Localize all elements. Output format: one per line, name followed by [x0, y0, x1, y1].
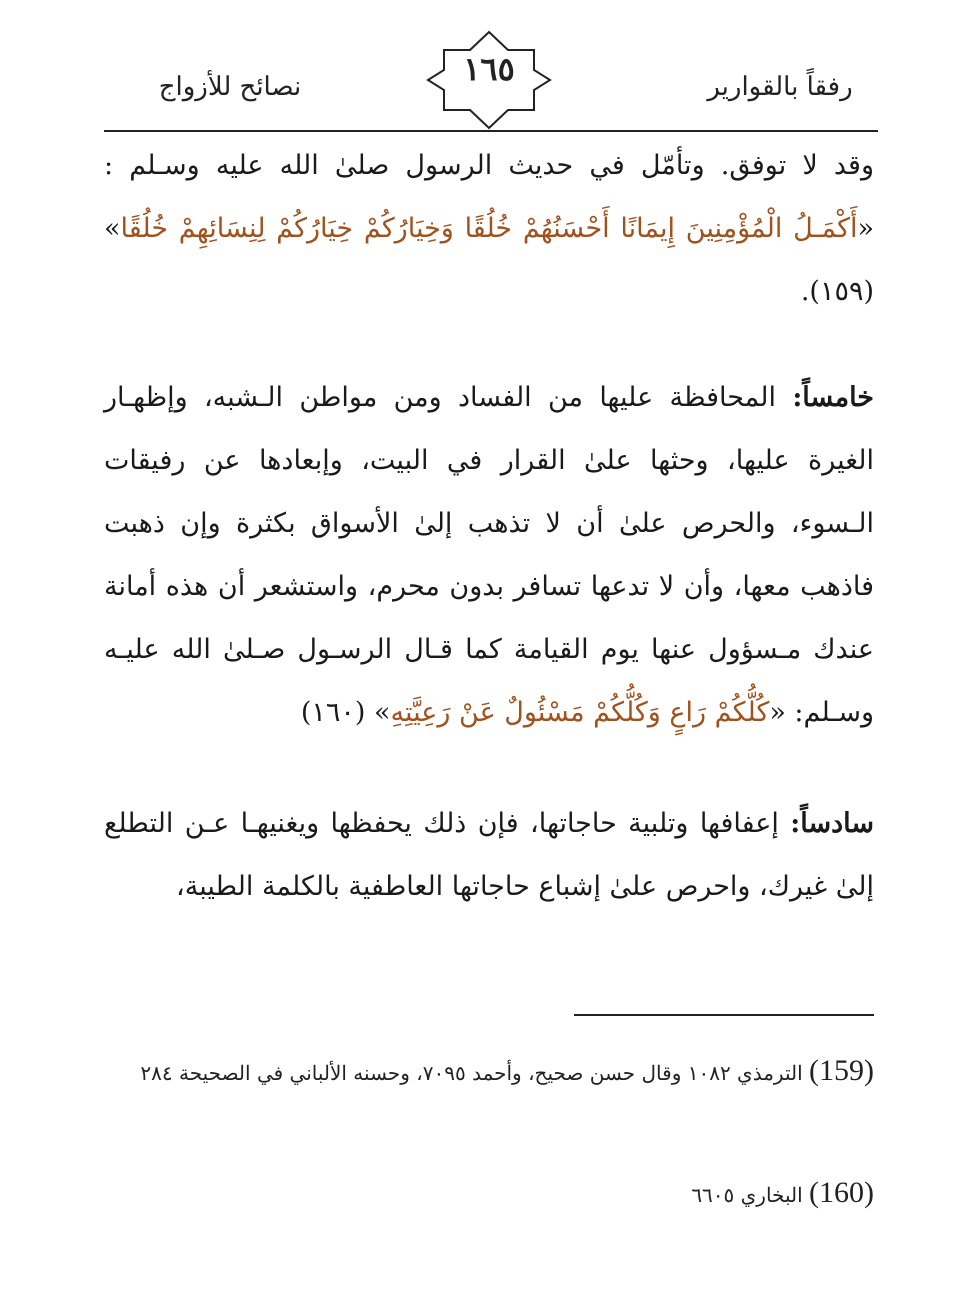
page-number: ١٦٥ [463, 50, 515, 88]
paragraph-3-lead: سادساً: [790, 808, 874, 839]
book-title: رفقاً بالقوارير [707, 72, 853, 102]
footnote-text: الترمذي ١٠٨٢ وقال حسن صحيح، وأحمد ٧٠٩٥، وحسنه الألباني في الصحيحة ٢٨٤ [140, 1061, 809, 1085]
paragraph-3 [104, 792, 874, 918]
paragraph-1-text-b: » (١٥٩). [104, 213, 874, 307]
paragraph-1 [104, 134, 874, 323]
header-rule [104, 130, 878, 132]
paragraph-3-text: إعفافها وتلبية حاجاتها، فإن ذلك يحفظها ويغنيهـا عـن التطلع إلىٰ غيرك، واحرص علىٰ إشباع حاجاتها العاطفية بالكلمة الطيبة، [104, 808, 874, 902]
footnote-number: (159) [809, 1054, 874, 1087]
hadith-quote-2: كُلُّكُمْ رَاعٍ وَكُلُّكُمْ مَسْئُولٌ عَنْ رَعِيَّتِهِ [390, 697, 770, 728]
paragraph-2-lead: خامساً: [792, 382, 874, 413]
hadith-quote-1: أَكْمَـلُ الْمُؤْمِنِينَ إِيمَانًا أَحْسَنُهُمْ خُلُقًا وَخِيَارُكُمْ خِيَارُكُمْ لِنِسَائِهِمْ خُلُقًا [120, 213, 858, 244]
footnote-160 [104, 1172, 874, 1216]
footnote-159 [104, 1050, 874, 1094]
paragraph-2 [104, 366, 874, 744]
footnote-rule [574, 1014, 874, 1016]
footnote-number: (160) [809, 1176, 874, 1209]
paragraph-2-text-b: » (١٦٠) [300, 697, 391, 728]
paragraph-2-text-a: المحافظة عليها من الفساد ومن مواطن الـشبه، وإظهـار الغيرة عليها، وحثها علىٰ القرار في البيت، وإبعادها عن رفيقات الـسوء، والحرص علىٰ أن لا تذهب إلىٰ الأسواق بكثرة وإن ذهبت فاذهب معها، وأن لا تدعها تسافر بدون محرم، واستشعر أن هذه أمانة عندك مـسؤول عنها يوم القيامة كما قـال الرسـول صـلىٰ الله عليـه وسـلم: « [104, 382, 874, 728]
book-section-title: نصائح للأزواج [158, 72, 302, 102]
paragraph-1-text-a: وقد لا توفق. وتأمّل في حديث الرسول صلىٰ الله عليه وسـلم : « [104, 150, 874, 244]
footnote-text: البخاري ٦٦٠٥ [691, 1183, 809, 1207]
